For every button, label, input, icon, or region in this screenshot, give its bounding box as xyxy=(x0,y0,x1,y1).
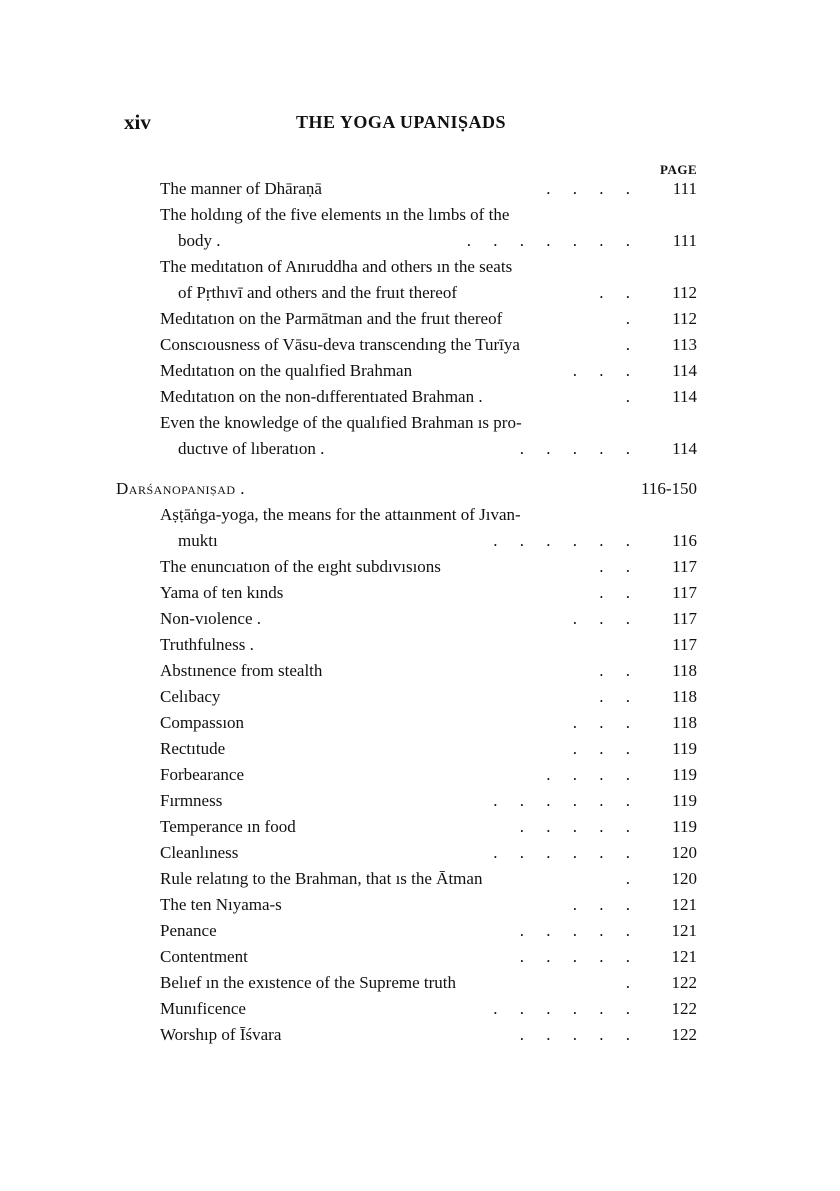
entry-title: The medıtatıon of Anıruddha and others ın the seats xyxy=(160,257,513,276)
dot-leader: . . xyxy=(599,583,630,602)
toc-entry xyxy=(0,358,840,384)
entry-title: muktı xyxy=(178,531,218,550)
entry-page-number: 111 xyxy=(672,179,697,198)
entry-title: Truthfulness . xyxy=(160,635,254,654)
table-of-contents xyxy=(0,176,840,1048)
entry-title: The holdıng of the five elements ın the lımbs of the xyxy=(160,205,510,224)
entry-page-number: 120 xyxy=(671,869,697,888)
section-title: Darśanopaniṣad . xyxy=(116,479,246,498)
toc-section-heading xyxy=(0,476,840,502)
toc-entry xyxy=(0,384,840,410)
entry-title: Abstınence from stealth xyxy=(160,661,323,680)
running-title: THE YOGA UPANIṢADS xyxy=(296,112,507,132)
entry-title: of Pṛthıvī and others and the fruıt thereof xyxy=(178,283,458,302)
toc-entry xyxy=(0,814,840,840)
entry-page-number: 114 xyxy=(672,439,697,458)
entry-title: Contentment xyxy=(160,947,248,966)
dot-leader: . . . . . . . xyxy=(466,231,630,250)
entry-page-number: 121 xyxy=(671,947,697,966)
entry-title: Fırmness xyxy=(160,791,223,810)
entry-title: Compassıon xyxy=(160,713,245,732)
entry-page-number: 111 xyxy=(672,231,697,250)
dot-leader: . xyxy=(625,869,630,888)
entry-page-number: 119 xyxy=(672,739,697,758)
toc-entry xyxy=(0,684,840,710)
entry-page-number: 121 xyxy=(671,895,697,914)
toc-entry xyxy=(0,306,840,332)
entry-page-number: 112 xyxy=(672,283,697,302)
section-page-range: 116-150 xyxy=(640,479,697,498)
entry-page-number: 122 xyxy=(671,973,697,992)
page-column-header: PAGE xyxy=(660,162,698,177)
entry-page-number: 117 xyxy=(672,609,697,628)
dot-leader: . . . xyxy=(572,713,630,732)
toc-entry xyxy=(0,840,840,866)
dot-leader: . . . . . . xyxy=(493,791,630,810)
entry-title: Penance xyxy=(160,921,217,940)
dot-leader: . xyxy=(625,387,630,406)
dot-leader: . . . . . xyxy=(519,947,630,966)
entry-title: The enuncıatıon of the eıght subdıvısıons xyxy=(160,557,441,576)
entry-page-number: 117 xyxy=(672,583,697,602)
entry-page-number: 119 xyxy=(672,791,697,810)
toc-entry xyxy=(0,710,840,736)
entry-title: Belıef ın the exıstence of the Supreme truth xyxy=(160,973,456,992)
entry-page-number: 122 xyxy=(671,1025,697,1044)
entry-page-number: 119 xyxy=(672,765,697,784)
toc-entry xyxy=(0,254,840,280)
page-folio: xiv xyxy=(124,110,151,134)
toc-entry xyxy=(0,632,840,658)
entry-page-number: 112 xyxy=(672,309,697,328)
entry-page-number: 119 xyxy=(672,817,697,836)
toc-entry xyxy=(0,736,840,762)
running-head xyxy=(0,110,840,136)
dot-leader: . . . xyxy=(572,739,630,758)
entry-page-number: 120 xyxy=(671,843,697,862)
entry-page-number: 117 xyxy=(672,635,697,654)
entry-page-number: 113 xyxy=(672,335,697,354)
entry-title: Medıtatıon on the qualıfied Brahman xyxy=(160,361,413,380)
entry-title: Worshıp of Īśvara xyxy=(160,1025,282,1044)
toc-entry xyxy=(0,176,840,202)
entry-title: Celıbacy xyxy=(160,687,221,706)
dot-leader: . . . . . xyxy=(519,921,630,940)
dot-leader: . . . . . xyxy=(519,1025,630,1044)
entry-title: Rectıtude xyxy=(160,739,226,758)
toc-entry xyxy=(0,606,840,632)
dot-leader: . . . . . . xyxy=(493,531,630,550)
toc-entry xyxy=(0,280,840,306)
entry-page-number: 118 xyxy=(672,687,697,706)
toc-entry xyxy=(0,762,840,788)
entry-page-number: 122 xyxy=(671,999,697,1018)
dot-leader: . . . . xyxy=(546,765,630,784)
toc-entry xyxy=(0,410,840,436)
entry-title: Cleanlıness xyxy=(160,843,239,862)
toc-entry xyxy=(0,918,840,944)
toc-entry xyxy=(0,554,840,580)
toc-entry xyxy=(0,866,840,892)
entry-title: Rule relatıng to the Brahman, that ıs the Ātman xyxy=(160,869,483,888)
entry-page-number: 114 xyxy=(672,361,697,380)
dot-leader: . xyxy=(625,309,630,328)
toc-entry xyxy=(0,332,840,358)
entry-title: The ten Nıyama-s xyxy=(160,895,282,914)
toc-entry xyxy=(0,528,840,554)
entry-page-number: 121 xyxy=(671,921,697,940)
toc-entry xyxy=(0,202,840,228)
toc-entry xyxy=(0,970,840,996)
dot-leader: . . . . xyxy=(546,179,630,198)
dot-leader: . . . xyxy=(572,361,630,380)
entry-page-number: 117 xyxy=(672,557,697,576)
dot-leader: . . . . . . xyxy=(493,999,630,1018)
toc-entry xyxy=(0,580,840,606)
entry-title: body . xyxy=(178,231,221,250)
entry-page-number: 118 xyxy=(672,713,697,732)
dot-leader: . . . xyxy=(572,895,630,914)
toc-entry xyxy=(0,892,840,918)
entry-title: Yama of ten kınds xyxy=(160,583,284,602)
entry-title: Munıficence xyxy=(160,999,246,1018)
dot-leader: . . xyxy=(599,687,630,706)
dot-leader: . . xyxy=(599,283,630,302)
entry-title: Temperance ın food xyxy=(160,817,296,836)
dot-leader: . . xyxy=(599,661,630,680)
toc-entry xyxy=(0,502,840,528)
toc-entry xyxy=(0,436,840,462)
section-gap xyxy=(0,462,840,476)
entry-title: Non-vıolence . xyxy=(160,609,262,628)
dot-leader: . xyxy=(625,335,630,354)
entry-page-number: 116 xyxy=(672,531,697,550)
dot-leader: . . . . . xyxy=(519,439,630,458)
dot-leader: . . . xyxy=(572,609,630,628)
toc-entry xyxy=(0,1022,840,1048)
toc-entry xyxy=(0,944,840,970)
entry-title: The manner of Dhāraṇā xyxy=(160,179,322,198)
toc-entry xyxy=(0,228,840,254)
dot-leader: . . . . . . xyxy=(493,843,630,862)
toc-entry xyxy=(0,996,840,1022)
entry-title: Medıtatıon on the Parmātman and the fruıt thereof xyxy=(160,309,503,328)
dot-leader: . xyxy=(625,973,630,992)
toc-entry xyxy=(0,658,840,684)
entry-title: ductıve of lıberatıon . xyxy=(178,439,325,458)
entry-title: Medıtatıon on the non-dıfferentıated Brahman . xyxy=(160,387,483,406)
entry-page-number: 118 xyxy=(672,661,697,680)
entry-title: Aṣṭāṅga-yoga, the means for the attaınment of Jıvan- xyxy=(160,505,521,524)
dot-leader: . . xyxy=(599,557,630,576)
dot-leader: . . . . . xyxy=(519,817,630,836)
entry-title: Conscıousness of Vāsu-deva transcendıng the Turīya xyxy=(160,335,520,354)
toc-entry xyxy=(0,788,840,814)
entry-page-number: 114 xyxy=(672,387,697,406)
entry-title: Even the knowledge of the qualıfied Brahman ıs pro- xyxy=(160,413,522,432)
entry-title: Forbearance xyxy=(160,765,245,784)
